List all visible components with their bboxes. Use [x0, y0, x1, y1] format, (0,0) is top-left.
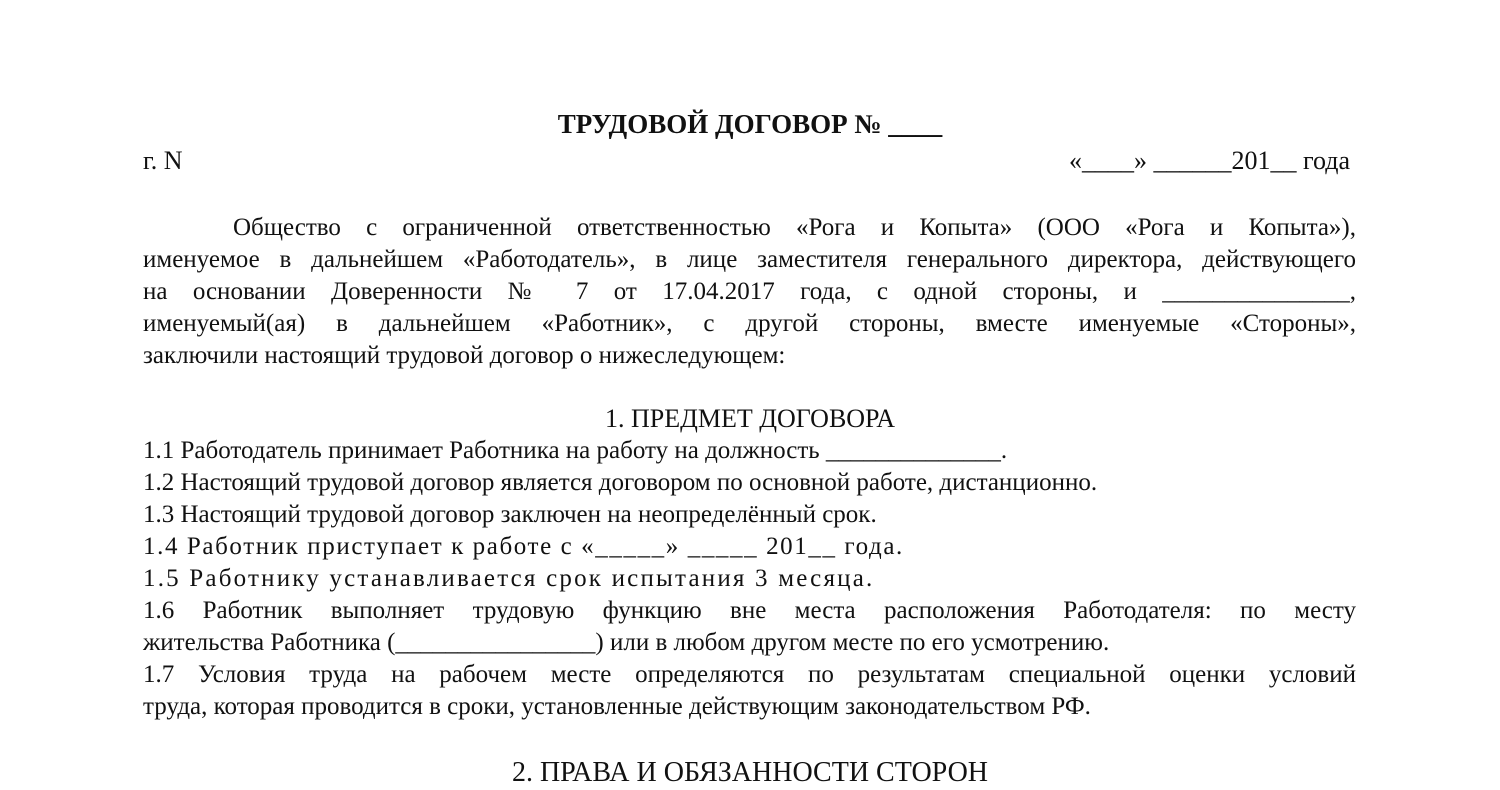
- intro-paragraph: [143, 212, 1356, 372]
- section-heading-rights: 2. ПРАВА И ОБЯЗАННОСТИ СТОРОН: [511, 757, 989, 788]
- intro-line: Общество с ограниченной ответственностью «Рога и Копыта» (ООО «Рога и Копыта»),: [233, 214, 1356, 241]
- clause-1-6-cont: жительства Работника (________________) или в любом другом месте по его усмотрению.: [143, 629, 1110, 656]
- clause-1-1: 1.1 Работодатель принимает Работника на работу на должность ______________.: [143, 437, 1008, 464]
- clause-1-7-cont: труда, которая проводится в сроки, установленные действующим законодательством РФ.: [143, 693, 1091, 720]
- section-heading-subject: 1. ПРЕДМЕТ ДОГОВОРА: [605, 404, 895, 433]
- section-subject-clauses: [143, 435, 1356, 723]
- intro-line: на основании Доверенности № 7 от 17.04.2017 года, с одной стороны, и _______________,: [143, 278, 1356, 305]
- intro-line: заключили настоящий трудовой договор о нижеследующем:: [143, 342, 786, 369]
- intro-line: именуемый(ая) в дальнейшем «Работник», с другой стороны, вместе именуемые «Стороны»,: [143, 310, 1356, 337]
- clause-1-3: 1.3 Настоящий трудовой договор заключен на неопределённый срок.: [143, 501, 877, 528]
- clause-1-4: 1.4 Работник приступает к работе с «_____» _____ 201__ года.: [143, 533, 904, 560]
- clause-1-6: 1.6 Работник выполняет трудовую функцию вне места расположения Работодателя: по месту: [143, 597, 1356, 624]
- document-title: ТРУДОВОЙ ДОГОВОР № ____: [557, 109, 943, 139]
- intro-line: именуемое в дальнейшем «Работодатель», в лице заместителя генерального директора, действующего: [143, 246, 1356, 273]
- city-label: г. N: [143, 146, 183, 175]
- clause-1-7: 1.7 Условия труда на рабочем месте определяются по результатам специальной оценки условий: [143, 661, 1356, 688]
- date-line: «____» ______201__ года: [1068, 146, 1350, 175]
- clause-1-5: 1.5 Работнику устанавливается срок испытания 3 месяца.: [143, 565, 875, 592]
- clause-1-2: 1.2 Настоящий трудовой договор является договором по основной работе, дистанционно.: [143, 469, 1098, 496]
